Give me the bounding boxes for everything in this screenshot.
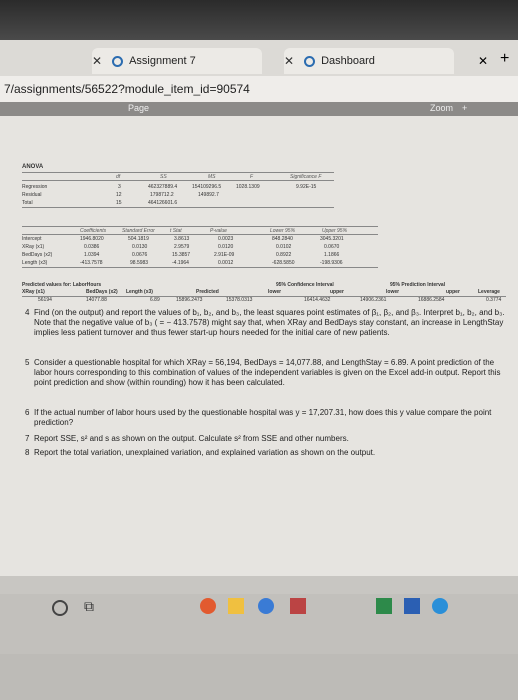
cell: 504.1819 (128, 236, 149, 242)
divider (22, 172, 334, 173)
taskbar (0, 594, 518, 654)
divider (22, 267, 378, 268)
cell: 1946.8020 (80, 236, 104, 242)
cell: 2.9579 (174, 244, 190, 250)
url-text: 7/assignments/56522?module_item_id=90574 (4, 82, 250, 96)
tab-favicon-icon (304, 56, 315, 67)
cell: 3045.3201 (320, 236, 344, 242)
row-label: Residual (22, 192, 42, 198)
col-header: F (250, 174, 254, 180)
cell: 0.0670 (324, 244, 340, 250)
excel-icon[interactable] (376, 598, 392, 614)
question-text: Consider a questionable hospital for which XRay = 56,194, BedDays = 14,077.88, and LengthStay = 6.89. A point prediction of the labor hours corresponding to this combination of values of the independent variables is given on the Excel add-in output. Report this point prediction and show (within rounding) how it has been calculated. (34, 358, 501, 387)
cell: 0.3774 (486, 297, 502, 303)
cell: -4.1964 (172, 260, 189, 266)
row-label: Length (x3) (22, 260, 48, 266)
question-item (25, 308, 512, 338)
cell: 0.0120 (218, 244, 234, 250)
cell: 56194 (38, 297, 52, 303)
col-header: Coefficients (80, 228, 107, 234)
tab-dashboard[interactable] (284, 48, 454, 74)
cell: 9.92E-15 (296, 184, 317, 190)
screen-bezel (0, 0, 518, 40)
confidence-interval-title: 95% Confidence Interval (276, 282, 334, 288)
word-icon[interactable] (404, 598, 420, 614)
divider (22, 180, 334, 181)
question-item (25, 358, 512, 388)
row-label: Total (22, 200, 33, 206)
question-text: Report SSE, s² and s as shown on the output. Calculate s² from SSE and other numbers. (34, 434, 349, 443)
cell: 14077.88 (86, 297, 107, 303)
question-text: If the actual number of labor hours used by the questionable hospital was y = 17,207.31, how does this y value compare the point prediction? (34, 408, 492, 427)
cell: 0.0676 (132, 252, 148, 258)
row-label: BedDays (x2) (22, 252, 53, 258)
page-label: Page (128, 103, 150, 113)
cell: 2.91E-09 (214, 252, 235, 258)
question-item (25, 408, 512, 428)
cell: 3.8613 (174, 236, 190, 242)
cell: 15378.0313 (226, 297, 253, 303)
cell: 14906.2361 (360, 297, 387, 303)
task-view-icon[interactable]: ⧉ (84, 598, 94, 614)
cell: 15 (116, 200, 122, 206)
cell: 16886.2584 (418, 297, 445, 303)
edge-icon[interactable] (258, 598, 274, 614)
cell: 1028.1309 (236, 184, 260, 190)
app-icon[interactable] (432, 598, 448, 614)
question-item (25, 448, 512, 458)
question-item (25, 434, 512, 444)
question-number: 4 (25, 308, 30, 317)
cell: 3 (118, 184, 121, 190)
row-label: Regression (22, 184, 48, 190)
col-header: t Stat (170, 228, 182, 234)
divider (22, 234, 378, 235)
tab-title: Assignment 7 (129, 55, 196, 67)
browser-tab-bar (0, 40, 518, 76)
divider (22, 226, 378, 227)
cell: -198.9306 (320, 260, 343, 266)
close-tab-icon[interactable]: ✕ (478, 54, 489, 68)
question-number: 6 (25, 408, 30, 417)
cell: 848.2840 (272, 236, 293, 242)
col-header: upper (330, 289, 344, 295)
anova-title: ANOVA (22, 164, 44, 170)
question-number: 8 (25, 448, 30, 457)
col-header: upper (446, 289, 460, 295)
question-number: 5 (25, 358, 30, 367)
col-header: Upper 95% (322, 228, 348, 234)
cell: 15.3857 (172, 252, 191, 258)
col-header: P-value (210, 228, 227, 234)
col-header: Lower 95% (270, 228, 296, 234)
cell: 149892.7 (198, 192, 219, 198)
document-page (0, 116, 518, 576)
prediction-interval-title: 95% Prediction Interval (390, 282, 446, 288)
close-tab-icon[interactable]: ✕ (92, 54, 103, 68)
cell: 0.0130 (132, 244, 148, 250)
col-header: Length (x3) (126, 289, 153, 295)
new-tab-icon[interactable]: + (500, 50, 510, 67)
pdf-toolbar (0, 102, 518, 116)
cell: 15896.2473 (176, 297, 203, 303)
zoom-label: Zoom (430, 103, 454, 113)
question-text: Find (on the output) and report the values of b₁, b₂, and b₃, the least squares point estimates of β₁, β₂, and β₃. Interpret b₁, b₂, and b₃. Note that the negative value of b₃ ( = − 413.7578) might say that, when XRay and BedDays stay constant, an increase in LengthStay implies less patient turnover and thus fewer start-up hours needed for the initial care of new patients. (34, 308, 505, 337)
desk-surface (0, 654, 518, 700)
prediction-title: Predicted values for: LaborHours (22, 282, 102, 288)
zoom-in-icon[interactable]: + (462, 103, 468, 113)
cell: 98.5983 (130, 260, 149, 266)
row-label: XRay (x1) (22, 244, 45, 250)
question-text: Report the total variation, unexplained variation, and explained variation as shown on the output. (34, 448, 376, 457)
cell: 0.0023 (218, 236, 234, 242)
row-label: Intercept (22, 236, 42, 242)
address-bar[interactable] (0, 76, 518, 102)
col-header: Significance F (290, 174, 322, 180)
cell: 154109296.5 (192, 184, 222, 190)
tab-title: Dashboard (321, 55, 375, 67)
col-header: Standard Error (122, 228, 155, 234)
cell: 12 (116, 192, 122, 198)
col-header: BedDays (x2) (86, 289, 118, 295)
app-icon[interactable] (290, 598, 306, 614)
cell: 462327889.4 (148, 184, 178, 190)
col-header: SS (160, 174, 167, 180)
col-header: Predicted (196, 289, 219, 295)
col-header: df (116, 174, 121, 180)
cell: 0.0102 (276, 244, 292, 250)
tab-assignment[interactable] (92, 48, 262, 74)
col-header: Leverage (478, 289, 500, 295)
col-header: lower (268, 289, 282, 295)
chrome-icon[interactable] (200, 598, 216, 614)
cell: 464126601.6 (148, 200, 178, 206)
cell: 1.1866 (324, 252, 340, 258)
cell: 0.8922 (276, 252, 292, 258)
tab-favicon-icon (112, 56, 123, 67)
close-tab-icon[interactable]: ✕ (284, 54, 295, 68)
cell: 16414.4632 (304, 297, 331, 303)
cell: 1798712.2 (150, 192, 174, 198)
cell: 1.0394 (84, 252, 100, 258)
cell: 0.0012 (218, 260, 234, 266)
question-number: 7 (25, 434, 30, 443)
folder-icon[interactable] (228, 598, 244, 614)
cell: -413.7578 (80, 260, 103, 266)
divider (22, 207, 334, 208)
cell: 6.89 (150, 297, 160, 303)
cell: 0.0386 (84, 244, 100, 250)
col-header: lower (386, 289, 400, 295)
col-header: MS (208, 174, 216, 180)
cell: -628.5850 (272, 260, 295, 266)
col-header: XRay (x1) (22, 289, 45, 295)
search-icon[interactable] (52, 600, 68, 616)
